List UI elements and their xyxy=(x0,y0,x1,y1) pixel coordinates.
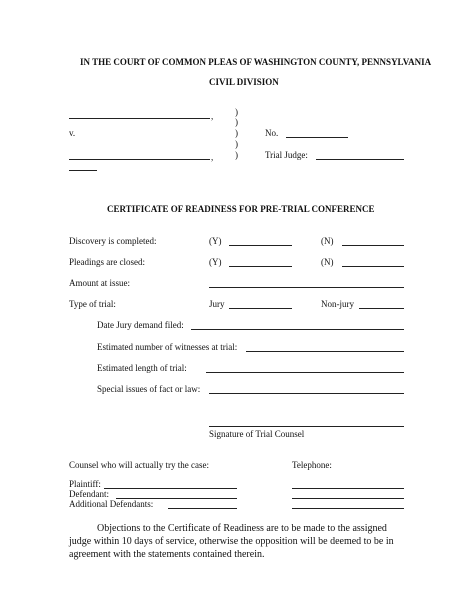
caption-comma-2: , xyxy=(211,152,214,162)
case-number-line[interactable] xyxy=(286,137,348,138)
jury-line[interactable] xyxy=(229,308,292,309)
trial-judge-line[interactable] xyxy=(316,159,404,160)
nonjury-label: Non-jury xyxy=(321,299,354,309)
caption-paren: ) xyxy=(235,107,238,117)
pleadings-yes-line[interactable] xyxy=(229,266,292,267)
jury-demand-date-label: Date Jury demand filed: xyxy=(97,320,184,330)
discovery-label: Discovery is completed: xyxy=(69,236,157,246)
caption-paren: ) xyxy=(235,117,238,127)
nonjury-line[interactable] xyxy=(359,308,404,309)
discovery-yes-label: (Y) xyxy=(209,236,222,246)
pleadings-label: Pleadings are closed: xyxy=(69,257,145,267)
special-issues-line[interactable] xyxy=(209,393,404,394)
caption-paren: ) xyxy=(235,139,238,149)
defendant-phone-line[interactable] xyxy=(292,498,404,499)
additional-defendants-line[interactable] xyxy=(168,508,237,509)
trial-length-line[interactable] xyxy=(206,372,404,373)
versus-label: v. xyxy=(69,128,76,138)
plaintiff-phone-line[interactable] xyxy=(292,488,404,489)
amount-label: Amount at issue: xyxy=(69,278,130,288)
signature-label: Signature of Trial Counsel xyxy=(209,429,305,439)
defendant-counsel-label: Defendant: xyxy=(69,489,109,499)
objections-paragraph: Objections to the Certificate of Readiness are to be made to the assigned judge within 10 days of service, otherwise the opposition will be deemed to be in agreement with the statements contained therein. xyxy=(69,523,394,560)
certificate-title: CERTIFICATE OF READINESS FOR PRE-TRIAL CONFERENCE xyxy=(107,204,375,214)
pleadings-no-label: (N) xyxy=(321,257,334,267)
plaintiff-counsel-line[interactable] xyxy=(104,488,237,489)
additional-defendants-label: Additional Defendants: xyxy=(69,499,154,509)
jury-demand-date-line[interactable] xyxy=(191,329,404,330)
signature-line[interactable] xyxy=(209,426,404,427)
caption-paren: ) xyxy=(235,128,238,138)
witnesses-line[interactable] xyxy=(246,351,404,352)
case-number-label: No. xyxy=(265,128,279,138)
type-of-trial-label: Type of trial: xyxy=(69,299,116,309)
discovery-no-label: (N) xyxy=(321,236,334,246)
pleadings-no-line[interactable] xyxy=(342,266,404,267)
pleadings-yes-label: (Y) xyxy=(209,257,222,267)
trial-length-label: Estimated length of trial: xyxy=(97,363,187,373)
court-heading: IN THE COURT OF COMMON PLEAS OF WASHINGTON COUNTY, PENNSYLVANIA xyxy=(80,57,432,67)
special-issues-label: Special issues of fact or law: xyxy=(97,384,201,394)
discovery-yes-line[interactable] xyxy=(229,245,292,246)
discovery-no-line[interactable] xyxy=(342,245,404,246)
caption-paren: ) xyxy=(235,150,238,160)
additional-phone-line[interactable] xyxy=(292,508,404,509)
jury-label: Jury xyxy=(209,299,225,309)
defendant-name-line[interactable] xyxy=(69,159,210,160)
caption-comma-1: , xyxy=(211,111,214,121)
amount-line[interactable] xyxy=(209,287,404,288)
plaintiff-counsel-label: Plaintiff: xyxy=(69,479,101,489)
witnesses-label: Estimated number of witnesses at trial: xyxy=(97,342,238,352)
counsel-label: Counsel who will actually try the case: xyxy=(69,460,209,470)
plaintiff-name-line[interactable] xyxy=(69,118,210,119)
telephone-label: Telephone: xyxy=(292,460,332,470)
defendant-name-line-2[interactable] xyxy=(69,170,97,171)
division-heading: CIVIL DIVISION xyxy=(209,77,279,87)
trial-judge-label: Trial Judge: xyxy=(265,150,308,160)
